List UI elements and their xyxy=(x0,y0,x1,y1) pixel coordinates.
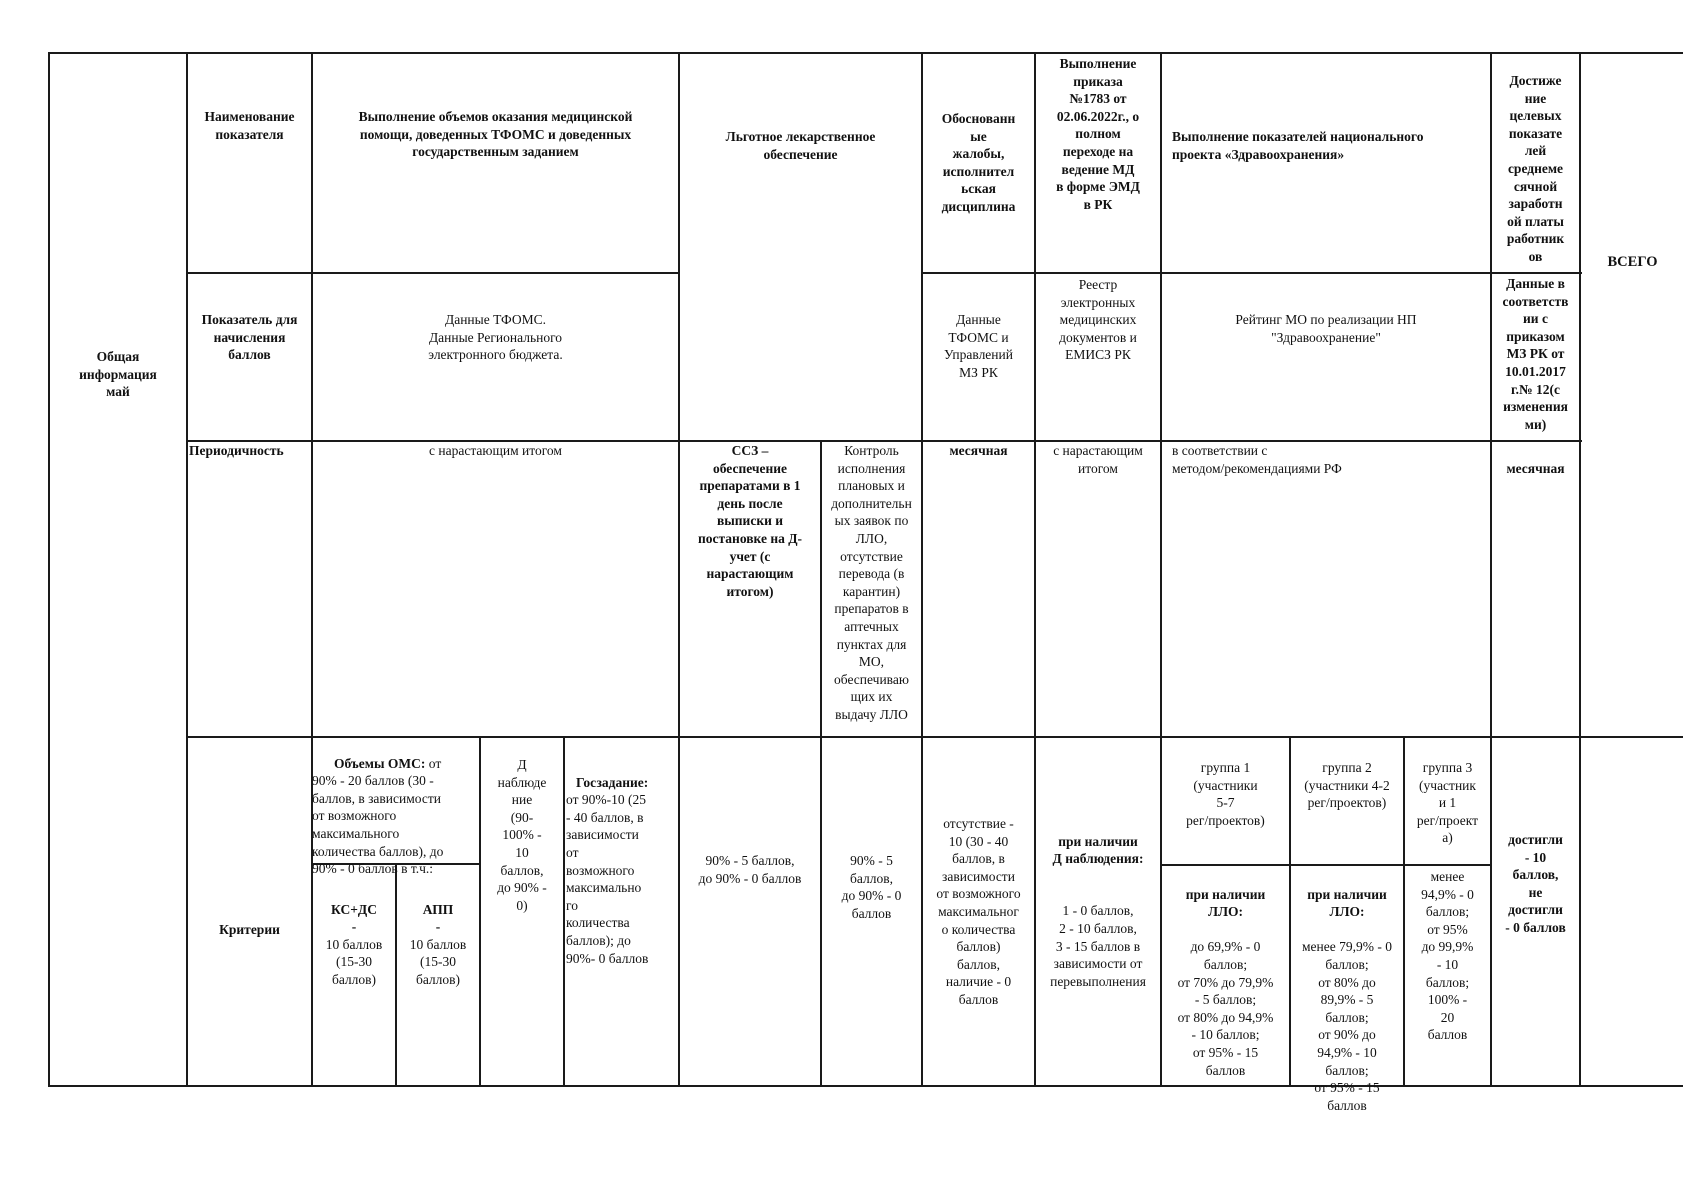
periodicity-complaints: месячная xyxy=(949,443,1008,458)
criteria-app xyxy=(397,883,479,1006)
grid-line xyxy=(187,272,679,274)
criteria-gos-text: от 90%-10 (25 - 40 баллов, в зависимости от возможного максимально го количества баллов); до 90%- 0 баллов xyxy=(566,792,649,966)
grid-line xyxy=(921,272,1582,274)
criteria-group1-head: группа 1 (участники 5-7 рег/проектов) xyxy=(1186,760,1265,828)
source-salary: Данные в соответств ии с приказом МЗ РК от 10.01.2017 г.№ 12(с изменения ми) xyxy=(1502,276,1569,432)
criteria-oms-text: от 90% - 20 баллов (30 - баллов, в зависимости от возможного максимального количества баллов), до 90% - 0 баллов в т.ч.: xyxy=(312,755,444,877)
criteria-group2-head: группа 2 (участники 4-2 рег/проектов) xyxy=(1304,760,1390,811)
criteria-group1-text: до 69,9% - 0 баллов; от 70% до 79,9% - 5 баллов; от 80% до 94,9% - 10 баллов; от 95% - 15 баллов xyxy=(1177,939,1274,1078)
row-label-name: Наименование показателя xyxy=(204,109,295,142)
header-complaints: Обоснованн ые жалобы, исполнител ьская дисциплина xyxy=(941,111,1016,214)
criteria-app-label: АПП - xyxy=(422,901,454,935)
criteria-group2 xyxy=(1291,868,1403,1132)
criteria-group1 xyxy=(1162,868,1289,1097)
general-info-cell: Общая информация май xyxy=(79,349,157,400)
criteria-oms-label: Объемы ОМС: xyxy=(334,755,426,771)
criteria-order-text: 1 - 0 баллов, 2 - 10 баллов, 3 - 15 баллов в зависимости от перевыполнения xyxy=(1050,903,1146,989)
criteria-ksdc-text: 10 баллов (15-30 баллов) xyxy=(325,936,383,987)
criteria-order xyxy=(1036,815,1160,1008)
header-drugs: Льготное лекарственное обеспечение xyxy=(725,129,876,162)
criteria-app-text: 10 баллов (15-30 баллов) xyxy=(409,936,467,987)
criteria-ksdc-label: КС+ДС - xyxy=(331,901,377,935)
periodicity-salary: месячная xyxy=(1506,461,1565,476)
grid-line xyxy=(48,52,1683,54)
row-label-score-source: Показатель для начисления баллов xyxy=(201,312,298,363)
grid-line xyxy=(1160,864,1491,866)
grid-line xyxy=(48,52,50,1087)
periodicity-ssz: ССЗ – обеспечение препаратами в 1 день после выписки и постановке на Д- учет (с нарастающим итогом) xyxy=(697,443,803,599)
grid-line xyxy=(48,1085,1683,1087)
source-complaints: Данные ТФОМС и Управлений МЗ РК xyxy=(944,312,1013,380)
criteria-complaints: отсутствие - 10 (30 - 40 баллов, в зависимости от возможного максимальног о количества баллов) баллов, наличие - 0 баллов xyxy=(936,816,1021,1007)
criteria-group3-head: группа 3 (участник и 1 рег/проект а) xyxy=(1416,760,1479,846)
criteria-d-observation: Д наблюде ние (90- 100% - 10 баллов, до 90% - 0) xyxy=(497,757,547,913)
grid-line xyxy=(1579,52,1581,1087)
periodicity-order: с нарастающим итогом xyxy=(1053,443,1143,476)
periodicity-llo-control: Контроль исполнения плановых и дополнительн ых заявок по ЛЛО, отсутствие перевода (в карантин) препаратов в аптечных пунктах для МО, обеспечиваю щих их выдачу ЛЛО xyxy=(831,443,912,722)
source-order: Реестр электронных медицинских документов и ЕМИСЗ РК xyxy=(1059,277,1137,363)
criteria-gos-label: Госзадание: xyxy=(576,774,649,790)
periodicity-national: в соответствии с методом/рекомендациями РФ xyxy=(1172,443,1342,476)
criteria-salary: достигли - 10 баллов, не достигли - 0 баллов xyxy=(1505,832,1566,935)
periodicity-volumes: с нарастающим итогом xyxy=(429,443,562,458)
criteria-ksdc xyxy=(313,883,395,1006)
header-salary: Достиже ние целевых показате лей среднеме сячной заработн ой платы работник ов xyxy=(1506,73,1565,264)
source-volumes: Данные ТФОМС. Данные Регионального электронного бюджета. xyxy=(428,312,563,363)
criteria-oms xyxy=(312,737,479,878)
criteria-group3: менее 94,9% - 0 баллов; от 95% до 99,9% - 10 баллов; 100% - 20 баллов xyxy=(1421,869,1474,1043)
total-header: ВСЕГО xyxy=(1607,254,1658,270)
row-label-criteria: Критерии xyxy=(219,922,280,937)
row-label-periodicity: Периодичность xyxy=(189,443,284,458)
criteria-gos xyxy=(566,756,678,967)
criteria-order-label: при наличии Д наблюдения: xyxy=(1052,833,1144,867)
header-volumes: Выполнение объемов оказания медицинской помощи, доведенных ТФОМС и доведенных государственным заданием xyxy=(358,109,633,160)
criteria-group2-text: менее 79,9% - 0 баллов; от 80% до 89,9% - 5 баллов; от 90% до 94,9% - 10 баллов; от 95% - 15 баллов xyxy=(1302,939,1392,1113)
criteria-group1-label: при наличии ЛЛО: xyxy=(1185,886,1266,920)
criteria-ssz: 90% - 5 баллов, до 90% - 0 баллов xyxy=(698,853,802,886)
grid-line xyxy=(563,736,565,1087)
header-national: Выполнение показателей национального проекта «Здравоохранения» xyxy=(1172,129,1424,162)
header-order: Выполнение приказа №1783 от 02.06.2022г., о полном переходе на ведение МД в форме ЭМД в РК xyxy=(1056,56,1140,212)
source-national: Рейтинг МО по реализации НП "Здравоохранение" xyxy=(1235,312,1417,345)
criteria-group2-label: при наличии ЛЛО: xyxy=(1307,886,1387,920)
criteria-llo: 90% - 5 баллов, до 90% - 0 баллов xyxy=(841,853,902,921)
